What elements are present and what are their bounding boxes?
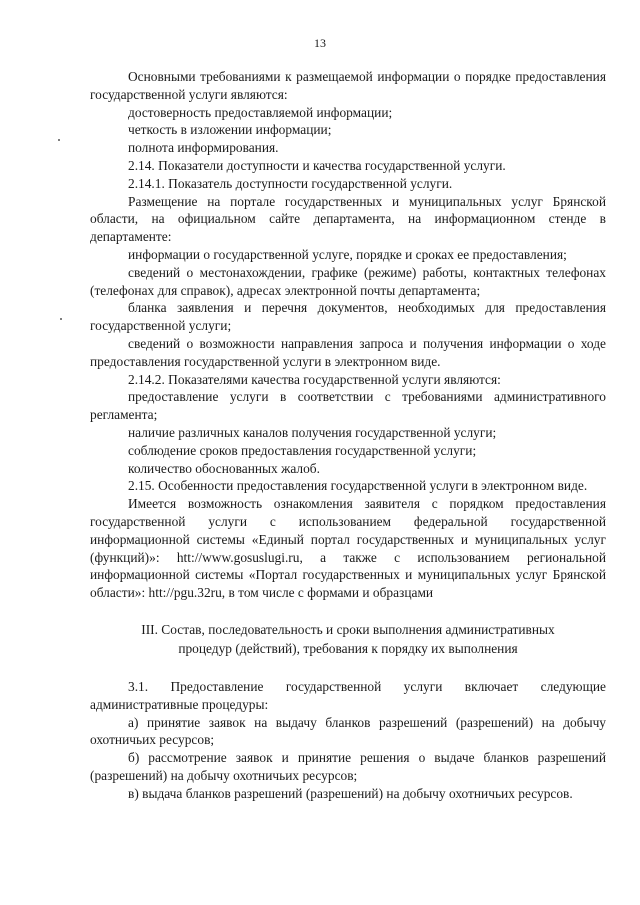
paragraph: сведений о местонахождении, графике (режиме) работы, контактных телефонах (телефонах для справок), адресах электронной почты департамента;	[90, 264, 606, 298]
paragraph: сведений о возможности направления запроса и получения информации о ходе предоставления государственной услуги в электронном виде.	[90, 335, 606, 369]
paragraph: бланка заявления и перечня документов, необходимых для предоставления государственной услуги;	[90, 300, 606, 334]
section-heading	[90, 620, 606, 658]
paragraph: 2.14.2. Показателями качества государственной услуги являются:	[128, 371, 501, 387]
section-heading-line: процедур (действий), требования к порядку их выполнения	[178, 640, 518, 656]
paragraph: 2.14. Показатели доступности и качества государственной услуги.	[128, 157, 506, 173]
paragraph: а) принятие заявок на выдачу бланков разрешений (разрешений) на добычу охотничьих ресурсов;	[90, 714, 606, 748]
paragraph: достоверность предоставляемой информации;	[128, 104, 393, 120]
paragraph: наличие различных каналов получения государственной услуги;	[128, 424, 497, 440]
page-number: 13	[314, 36, 326, 50]
paragraph: Размещение на портале государственных и муниципальных услуг Брянской области, на официальном сайте департамента, на информационном стенде в департаменте:	[90, 193, 606, 245]
paragraph: Имеется возможность ознакомления заявителя с порядком предоставления государственной услуги с использованием федеральной государственной информационной системы «Единый портал государственных и муниципальных услуг (функций)»: htt://www.gosuslugi.ru, а также с использованием региональной информационной системы «Портал государственных и муниципальных услуг Брянской области»: htt://pgu.32ru, в том числе с формами и образцами	[90, 496, 606, 601]
paragraph: полнота информирования.	[128, 140, 279, 156]
paragraph: предоставление услуги в соответствии с требованиями административного регламента;	[90, 389, 606, 423]
section-heading-line: III. Состав, последовательность и сроки выполнения административных	[141, 621, 555, 637]
margin-dot	[58, 139, 60, 141]
paragraph: 2.15. Особенности предоставления государственной услуги в электронном виде.	[128, 478, 588, 494]
paragraph: соблюдение сроков предоставления государственной услуги;	[128, 442, 477, 458]
document-body	[90, 68, 606, 802]
paragraph: четкость в изложении информации;	[128, 122, 332, 138]
paragraph: в) выдача бланков разрешений (разрешений) на добычу охотничьих ресурсов.	[128, 785, 573, 801]
margin-dot	[60, 318, 62, 320]
paragraph: информации о государственной услуге, порядке и сроках ее предоставления;	[128, 246, 567, 262]
paragraph: 3.1. Предоставление государственной услуги включает следующие административные процедуры:	[90, 678, 606, 712]
paragraph: б) рассмотрение заявок и принятие решения о выдаче бланков разрешений (разрешений) на добычу охотничьих ресурсов;	[90, 750, 606, 783]
paragraph: Основными требованиями к размещаемой информации о порядке предоставления государственной услуги являются:	[90, 69, 606, 102]
paragraph: количество обоснованных жалоб.	[128, 460, 320, 476]
paragraph: 2.14.1. Показатель доступности государственной услуги.	[128, 175, 453, 191]
